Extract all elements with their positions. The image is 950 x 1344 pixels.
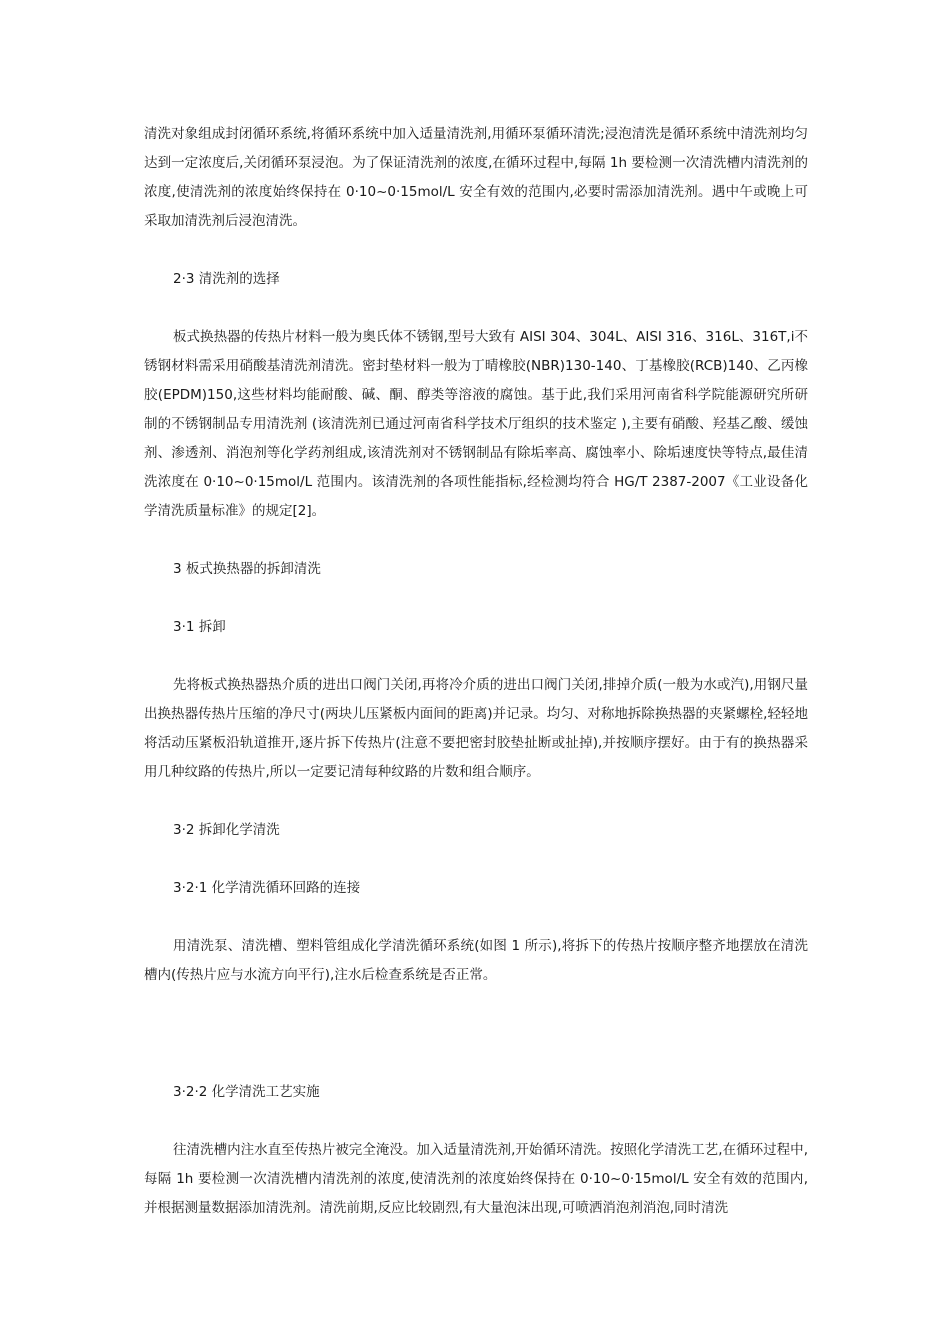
section-heading-2-3: 2·3 清洗剂的选择 [173, 271, 280, 287]
paragraph-process-implementation: 往清洗槽内注水直至传热片被完全淹没。加入适量清洗剂,开始循环清洗。按照化学清洗工艺,在循环过程中,每隔 1h 要检测一次清洗槽内清洗剂的浓度,使清洗剂的浓度始终保持在 0·10~0·15mol/L 安全有效的范围内,并根据测量数据添加清洗剂。清洗前期,反应比较剧烈,有大量泡沫出现,可喷洒消泡剂消泡,同时清洗 [144, 1142, 808, 1216]
section-heading-3-1: 3·1 拆卸 [173, 619, 226, 635]
section-heading-3: 3 板式换热器的拆卸清洗 [173, 561, 321, 577]
section-heading-3-2-2: 3·2·2 化学清洗工艺实施 [173, 1084, 320, 1100]
section-heading-3-2: 3·2 拆卸化学清洗 [173, 822, 280, 838]
section-heading-3-2-1: 3·2·1 化学清洗循环回路的连接 [173, 880, 361, 896]
paragraph-cleaning-agent-selection: 板式换热器的传热片材料一般为奥氏体不锈钢,型号大致有 AISI 304、304L、AISI 316、316L、316T,i不锈钢材料需采用硝酸基清洗剂清洗。密封垫材料一般为丁晴橡胶(NBR)130-140、丁基橡胶(RCB)140、乙丙橡胶(EPDM)150,这些材料均能耐酸、碱、酮、醇类等溶液的腐蚀。基于此,我们采用河南省科学院能源研究所研制的不锈钢制品专用清洗剂 (该清洗剂已通过河南省科学技术厅组织的技术鉴定 ),主要有硝酸、羟基乙酸、缓蚀剂、渗透剂、消泡剂等化学药剂组成,该清洗剂对不锈钢制品有除垢率高、腐蚀率小、除垢速度快等特点,最佳清洗浓度在 0·10~0·15mol/L 范围内。该清洗剂的各项性能指标,经检测均符合 HG/T 2387-2007《工业设备化学清洗质量标准》的规定[2]。 [144, 329, 808, 519]
paragraph-disassembly: 先将板式换热器热介质的进出口阀门关闭,再将冷介质的进出口阀门关闭,排掉介质(一般为水或汽),用钢尺量出换热器传热片压缩的净尺寸(两块儿压紧板内面间的距离)并记录。均匀、对称地拆除换热器的夹紧螺栓,轻轻地将活动压紧板沿轨道推开,逐片拆下传热片(注意不要把密封胶垫扯断或扯掉),并按顺序摆好。由于有的换热器采用几种纹路的传热片,所以一定要记清每种纹路的片数和组合顺序。 [144, 677, 808, 780]
document-page [144, 120, 808, 1223]
paragraph-circuit-connection: 用清洗泵、清洗槽、塑料管组成化学清洗循环系统(如图 1 所示),将拆下的传热片按顺序整齐地摆放在清洗槽内(传热片应与水流方向平行),注水后检查系统是否正常。 [144, 938, 808, 983]
paragraph-circulation-cleaning: 清洗对象组成封闭循环系统,将循环系统中加入适量清洗剂,用循环泵循环清洗;浸泡清洗是循环系统中清洗剂均匀达到一定浓度后,关闭循环泵浸泡。为了保证清洗剂的浓度,在循环过程中,每隔 1h 要检测一次清洗槽内清洗剂的浓度,使清洗剂的浓度始终保持在 0·10~0·15mol/L 安全有效的范围内,必要时需添加清洗剂。遇中午或晚上可采取加清洗剂后浸泡清洗。 [144, 126, 808, 229]
